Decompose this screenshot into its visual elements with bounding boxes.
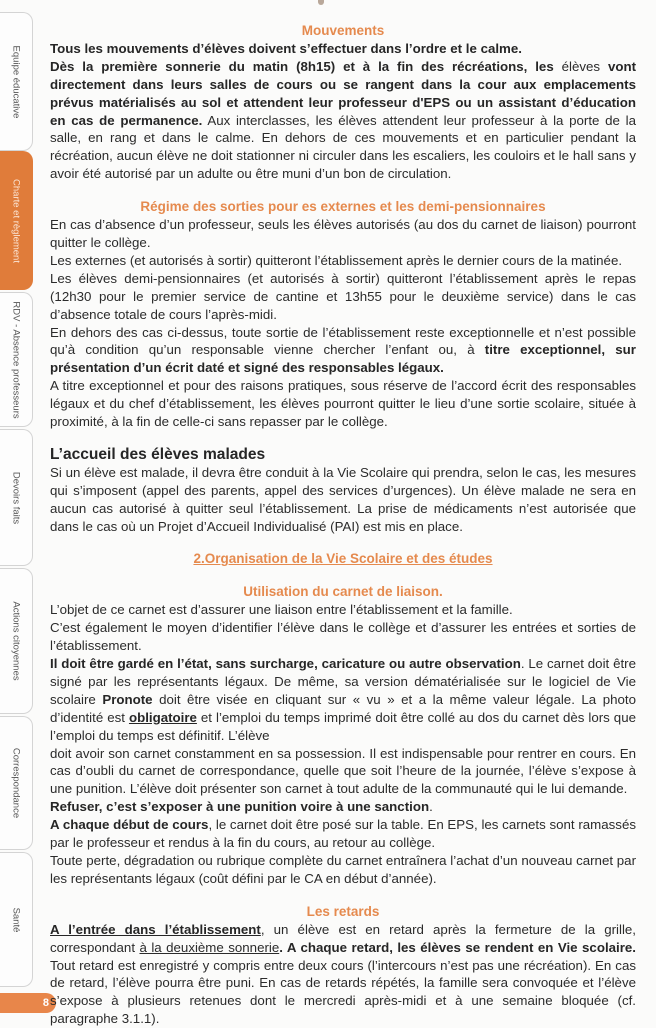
side-tabs <box>0 0 40 1024</box>
tab-label: Devoirs faits <box>10 471 22 524</box>
bold-text: Refuser, c’est s’exposer à une punition voire à une sanction <box>50 799 430 815</box>
text: . <box>429 799 433 815</box>
section-title-regime-sorties: Régime des sorties pour es externes et les demi-pensionnaires <box>140 199 546 215</box>
bold-text: . <box>279 939 287 955</box>
paragraph <box>50 921 636 1028</box>
paragraph-mouvements <box>50 40 636 183</box>
paragraph: Les élèves demi-pensionnaires (et autorisés à sortir) quitteront l’établissement après le repas (12h30 pour le premier service de cantine et 13h55 pour le deuxième service) dans le cas d’absence totale de cours l’après-midi. <box>50 270 636 322</box>
text: . Le carnet doit être signé par les représentants légaux. De même, sa version dématérialisée sur le logiciel de Vie scolaire <box>50 656 636 707</box>
text: , le carnet doit être posé sur la table. En EPS, les carnets sont ramassés par le professeur et rendus à la fin du cours, au retour au collège. <box>50 817 636 851</box>
text: élèves <box>553 58 608 74</box>
tab-label: Equipe éducative <box>10 45 22 118</box>
tab-label: Charte et règlement <box>10 178 22 263</box>
binding-mark <box>318 0 324 5</box>
section-title-mouvements: Mouvements <box>301 23 385 38</box>
tab-devoirs-faits[interactable] <box>0 429 33 566</box>
tab-label: RDV - Absence professeurs <box>10 300 22 419</box>
text: , un élève est en retard après la fermeture de la grille, correspondant <box>50 921 636 955</box>
paragraph: En cas d’absence d’un professeur, seuls les élèves autorisés (au dos du carnet de liaison) pourront quitter le collège. <box>50 217 636 250</box>
bold-text: titre exceptionnel <box>484 342 602 358</box>
paragraph: C’est également le moyen d’identifier l’élève dans le collège et d’assurer les entrées et sorties de l’établissement. <box>50 620 636 654</box>
bold-text: vont directement dans leurs salles de cours ou se rangent dans la cour aux emplacements prévus matérialisés au sol et attendent leur professeur d'EPS ou un assistant d’éducation en cas de permanence. <box>50 58 637 128</box>
section-title-organisation: 2.Organisation de la Vie Scolaire et des études <box>193 551 493 567</box>
tab-charte-reglement[interactable] <box>0 151 33 290</box>
tab-correspondance[interactable] <box>0 716 33 850</box>
bold-text: Tous les mouvements d’élèves doivent s’effectuer dans l’ordre et le calme. <box>50 40 522 56</box>
bold-text: Dès la première sonnerie du matin (8h15) et à la fin des récréations, les <box>50 58 554 74</box>
paragraph: L’objet de ce carnet est d’assurer une liaison entre l’établissement et la famille. <box>50 602 513 618</box>
page-number: 8 <box>0 993 56 1013</box>
tab-equipe-educative[interactable] <box>0 12 33 151</box>
bold-text: , <box>601 342 616 358</box>
bold-text: A chaque retard, les élèves se rendent en Vie scolaire. <box>286 939 636 955</box>
paragraph <box>50 798 636 816</box>
paragraph <box>50 655 636 745</box>
bold-text: A chaque début de cours <box>50 817 209 833</box>
bold-underlined-text: A l’entrée dans l’établissement <box>50 921 261 937</box>
tab-rdv-absence-professeurs[interactable] <box>0 292 33 427</box>
tab-label: Santé <box>10 907 22 932</box>
paragraph <box>50 816 636 852</box>
text: et l’emploi du temps imprimé doit être collé au dos du carnet dès lors que l’emploi du temps est définitif. L’élève <box>50 709 636 743</box>
bold-text: sur présentation d’un écrit daté et signé des responsables légaux. <box>50 342 636 376</box>
document-body <box>50 22 636 1028</box>
tab-label: Correspondance <box>10 747 22 819</box>
tab-actions-citoyennes[interactable] <box>0 568 33 714</box>
text: En dehors des cas ci-dessus, toute sortie de l’établissement reste exceptionnelle et n’est possible qu’à condition qu’un responsable vienne chercher l’enfant ou, à <box>50 324 636 358</box>
paragraph: doit avoir son carnet constamment en sa possession. Il est indispensable pour rentrer en cours. En cas d’oubli du carnet de correspondance, quelle que soit l’heure de la journée, l’élève s’expose à une punition. L’élève doit présenter son carnet à tout adulte de la communauté qui le lui demande. <box>50 745 636 797</box>
paragraph: Les externes (et autorisés à sortir) quitteront l’établissement après le dernier cours de la matinée. <box>50 252 623 268</box>
tab-label: Actions citoyennes <box>10 601 22 681</box>
bold-text: Il doit être gardé en l’état, sans surcharge, caricature ou autre observation <box>50 656 521 671</box>
text: Tout retard est enregistré y compris entre deux cours (l’intercours n’est pas une récréation). En cas de retard, l’élève pourra être puni. En cas de retards répétés, la famille sera convoquée et l’élève s’expose à plusieurs retenues dont le mercredi après-midi et à une semaine bloquée (cf. paragraphe 3.1.1). <box>50 957 636 1027</box>
text: doit être visée en cliquant sur « vu » et a la même valeur légale. La photo d’identité est <box>50 691 636 725</box>
section-title-carnet: Utilisation du carnet de liaison. <box>243 584 443 600</box>
underlined-text: à la deuxième sonnerie <box>139 939 280 955</box>
section-title-eleves-malades: L’accueil des élèves malades <box>50 445 266 463</box>
bold-underlined-text: obligatoire <box>128 709 197 725</box>
text: Aux interclasses, les élèves attendent leur professeur à la porte de la salle, en rang et dans le calme. En dehors de ces mouvements et en particulier pendant la récréation, aucun élève ne doit stationner ni circuler dans les escaliers, les couloirs et le hall sans y avoir été autorisé par un adulte ou être muni d’un bon de circulation. <box>50 112 636 182</box>
section-title-retards: Les retards <box>306 903 380 919</box>
bold-text: Pronote <box>102 691 153 707</box>
tab-sante[interactable] <box>0 852 33 987</box>
paragraph: A titre exceptionnel et pour des raisons pratiques, sous réserve de l’accord écrit des responsables légaux et du chef d’établissement, les élèves pourront quitter le lieu d’une sortie scolaire, située à proximité, à la fin de celle-ci sans repasser par le collège. <box>50 378 636 430</box>
paragraph: Si un élève est malade, il devra être conduit à la Vie Scolaire qui prendra, selon le cas, les mesures qui s’imposent (appel des parents, appel des services d’urgences). Un élève malade ne sera en aucun cas autorisé à quitter seul l’établissement. La prise de médicaments n’est autorisée que dans le cas où un Projet d’Accueil Individualisé (PAI) est mis en place. <box>50 464 636 534</box>
paragraph: Toute perte, dégradation ou rubrique complète du carnet entraînera l’achat d’un nouveau carnet par les représentants légaux (coût défini par le CA en début d’année). <box>50 852 636 886</box>
paragraph <box>50 324 636 378</box>
